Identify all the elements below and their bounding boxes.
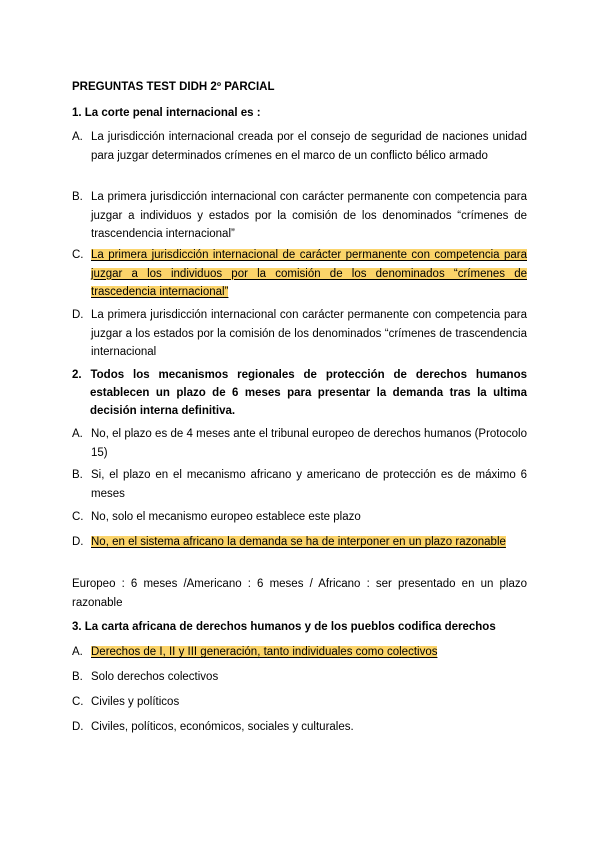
option-letter: A. <box>72 131 83 143</box>
option-letter: A. <box>72 646 83 658</box>
highlighted-answer: No, en el sistema africano la demanda se ha de interponer en un plazo razonable <box>91 536 506 548</box>
option-letter: D. <box>72 309 84 321</box>
answer-note: Europeo : 6 meses /Americano : 6 meses / Africano : ser presentado en un plazo razonable <box>72 578 527 609</box>
option-letter: C. <box>72 696 84 708</box>
highlighted-answer: Derechos de I, II y III generación, tanto individuales como colectivos <box>91 646 438 658</box>
question-2-option-a <box>72 425 527 462</box>
option-letter: D. <box>72 536 84 548</box>
question-1: 1. La corte penal internacional es : <box>72 107 261 119</box>
question-1-option-c-correct <box>72 246 527 302</box>
question-3-option-c <box>72 693 527 712</box>
question-3-option-d <box>72 718 527 737</box>
option-letter: D. <box>72 721 84 733</box>
document-title: PREGUNTAS TEST DIDH 2º PARCIAL <box>72 81 275 93</box>
option-text: No, solo el mecanismo europeo establece este plazo <box>91 511 361 523</box>
option-letter: B. <box>72 191 83 203</box>
option-text: No, el plazo es de 4 meses ante el tribunal europeo de derechos humanos (Protocolo 15) <box>91 428 527 459</box>
question-2-option-b <box>72 466 527 503</box>
option-text: Civiles, políticos, económicos, sociales y culturales. <box>91 721 354 733</box>
option-text: Civiles y políticos <box>91 696 180 708</box>
option-text: La primera jurisdicción internacional con carácter permanente con competencia para juzgar a individuos y estados por la comisión de los denominados “crímenes de trascendencia internacional” <box>91 191 527 240</box>
question-3: 3. La carta africana de derechos humanos y de los pueblos codifica derechos <box>72 621 496 633</box>
question-1-option-d <box>72 306 527 362</box>
option-text: Solo derechos colectivos <box>91 671 219 683</box>
option-letter: C. <box>72 511 84 523</box>
option-letter: C. <box>72 249 84 261</box>
question-2-option-c <box>72 508 527 527</box>
question-1-option-b <box>72 188 527 244</box>
highlighted-answer: La primera jurisdicción internacional de carácter permanente con competencia para juzgar a los individuos por la comisión de los denominados “crímenes de trascedencia internacional” <box>91 249 527 298</box>
question-3-option-a-correct <box>72 643 527 662</box>
question-1-option-a <box>72 128 527 165</box>
question-2-option-d-correct <box>72 533 527 552</box>
option-text: La primera jurisdicción internacional con carácter permanente con competencia para juzgar a los estados por la comisión de los denominados “crímenes de trascendencia internacional <box>91 309 527 358</box>
option-text: La jurisdicción internacional creada por el consejo de seguridad de naciones unidad para juzgar determinados crímenes en el marco de un conflicto bélico armado <box>91 131 527 162</box>
option-text: Si, el plazo en el mecanismo africano y americano de protección es de máximo 6 meses <box>91 469 527 500</box>
option-letter: B. <box>72 469 83 481</box>
question-2: 2. Todos los mecanismos regionales de protección de derechos humanos establecen un plazo de 6 meses para presentar la demanda tras la ultima decisión interna definitiva. <box>72 369 527 417</box>
question-3-option-b <box>72 668 527 687</box>
option-letter: A. <box>72 428 83 440</box>
option-letter: B. <box>72 671 83 683</box>
